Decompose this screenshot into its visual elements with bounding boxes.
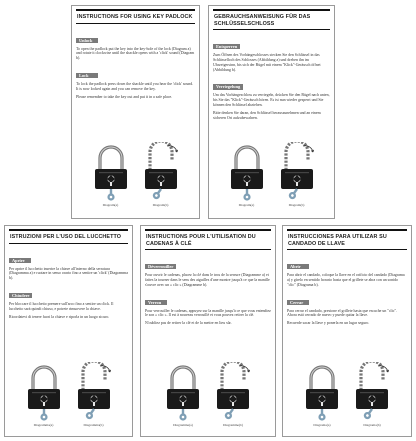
padlock-icon: [91, 142, 131, 202]
lock-label: Chiudere: [9, 293, 32, 298]
panel-italian: [4, 225, 133, 437]
diagram-b-caption: Diagram(b): [152, 203, 169, 207]
panel-title: INSTRUCTIONS POUR L'UTILISATION DU CADENAS À CLÉ: [145, 229, 271, 250]
open-padlock-icon: [74, 362, 114, 422]
diagram-a: [227, 142, 267, 207]
diagram-b-caption: Diagramma(b): [83, 423, 104, 427]
diagram-b: [141, 142, 181, 207]
unlock-text: Para abrir el candado, coloque la llave en el orificio del candado (Diagrama a) y gírelo en sentido horario hasta que el grillete se abra con un sonido "clic" (Diagrama b).: [287, 273, 405, 287]
diagram-b: [74, 362, 114, 427]
unlock-label: Aprire: [9, 258, 31, 263]
diagram-b-caption: Diagrama(b): [363, 423, 381, 427]
padlock-icon: [302, 362, 342, 422]
diagram-group: [283, 362, 411, 427]
diagram-a: [163, 362, 203, 427]
note-text: Recuerde sacar la llave y ponerla en un lugar seguro.: [287, 321, 370, 326]
panel-title: ISTRUZIONI PER L'USO DEL LUCCHETTO: [9, 229, 128, 244]
unlock-label: Abrir: [287, 264, 309, 269]
diagram-b: [213, 362, 253, 427]
diagram-a: [24, 362, 64, 427]
diagram-a-caption: Diagram(a): [102, 203, 119, 207]
padlock-icon: [163, 362, 203, 422]
panel-title: GEBRAUCHSANWEISUNG FÜR DAS SCHLÜSSELSCHLOSS: [213, 9, 330, 30]
diagram-group: [5, 362, 132, 427]
lock-label: Verrou: [145, 300, 167, 305]
diagram-group: [209, 142, 334, 207]
diagram-a: [302, 362, 342, 427]
diagram-group: [72, 142, 199, 207]
diagram-a-caption: Diagramme(a): [173, 423, 193, 427]
note-text: N'oubliez pas de retirer la clé et de la mettre en lieu sûr.: [145, 321, 232, 326]
panel-french: [140, 225, 276, 437]
unlock-text: Zum Öffnen des Vorhängeschlosses stecken Sie den Schlüssel in das Schlüsselloch des Schlosses (Abbildung a) und drehen ihn im Uhrzeigersinn, bis sich der Bügel mit einem "Klick"-Geräusch öffnet (Abbildung b).: [213, 53, 321, 72]
padlock-icon: [24, 362, 64, 422]
note-text: Bitte denken Sie daran, den Schlüssel herauszunehmen und an einem sicheren Ort aufzubewahren.: [213, 110, 321, 120]
open-padlock-icon: [277, 142, 317, 202]
panel-german: [208, 5, 335, 219]
diagram-a-caption: Diagrama(a): [313, 423, 331, 427]
unlock-label: Entsperren: [213, 44, 240, 49]
lock-text: Para cerrar el candado, presione el grillete hasta que escuche un "clic". Ahora está cerrado de nuevo y puede quitar la llave.: [287, 308, 398, 318]
open-padlock-icon: [141, 142, 181, 202]
panel-spanish: [282, 225, 412, 437]
unlock-label: Déverrouiller: [145, 264, 176, 269]
open-padlock-icon: [213, 362, 253, 422]
padlock-icon: [227, 142, 267, 202]
lock-label: Cerrar: [287, 300, 309, 305]
diagram-b: [277, 142, 317, 207]
diagram-b-caption: Diagramme(b): [223, 423, 243, 427]
panel-title: INSTRUCTIONS FOR USING KEY PADLOCK: [76, 9, 195, 24]
lock-text: Pour verrouiller le cadenas, appuyez sur la manille jusqu'à ce que vous entendiez le son « clic ». Il est à nouveau verrouillé et vous pouvez retirer la clé.: [145, 308, 271, 318]
lock-text: Per bloccare il lucchetto premere sull'arco fino a sentire un click. Il lucchetto sarà quindi chiuso, e potrete rimuovere la chiave.: [9, 301, 114, 311]
panel-english: [71, 5, 200, 219]
unlock-text: To open the padlock put the key into the key-hole of the lock (Diagram a) and rotate it clockwise until the shackle opens with a 'click' sound (Diagram b).: [76, 46, 195, 61]
lock-text: Um das Vorhängeschloss zu verriegeln, drücken Sie den Bügel nach unten, bis Sie das "Klick"-Geräusch hören. Es ist nun wieder gesperrt und Sie können den Schlüssel abziehen.: [213, 93, 330, 107]
diagram-group: [141, 362, 275, 427]
open-padlock-icon: [352, 362, 392, 422]
diagram-a: [91, 142, 131, 207]
diagram-b: [352, 362, 392, 427]
panel-title: INSTRUCCIONES PARA UTILIZAR SU CANDADO DE LLAVE: [287, 229, 407, 250]
note-text: Ricordatevi di tenere fuori la chiave e riporla in un luogo sicuro.: [9, 314, 110, 319]
diagram-b-caption: Diagram(b): [288, 203, 305, 207]
unlock-label: Unlock: [76, 38, 98, 43]
note-text: Please remember to take the key out and put it in a safe place.: [76, 94, 173, 99]
unlock-text: Per aprire il lucchetto inserire la chiave all'interno della serratura (Diagramma a) e ruotare in senso orario fino a sentire un 'click' (Diagramma b).: [9, 266, 128, 281]
lock-text: To lock the padlock press down the shackle until you hear the 'click' sound. It is now locked again and you can remove the key.: [76, 81, 194, 91]
diagram-a-caption: Diagramma(a): [33, 423, 54, 427]
unlock-text: Pour ouvrir le cadenas, placez la clé dans le trou de la serrure (Diagramme a) et faites la tourner dans le sens des aiguilles d'une montre jusqu'à ce que la manille s'ouvre avec un « clic » (Diagramme b).: [145, 273, 270, 287]
lock-label: Lock: [76, 73, 98, 78]
diagram-a-caption: Diagram(a): [238, 203, 255, 207]
lock-label: Verriegelung: [213, 84, 243, 89]
